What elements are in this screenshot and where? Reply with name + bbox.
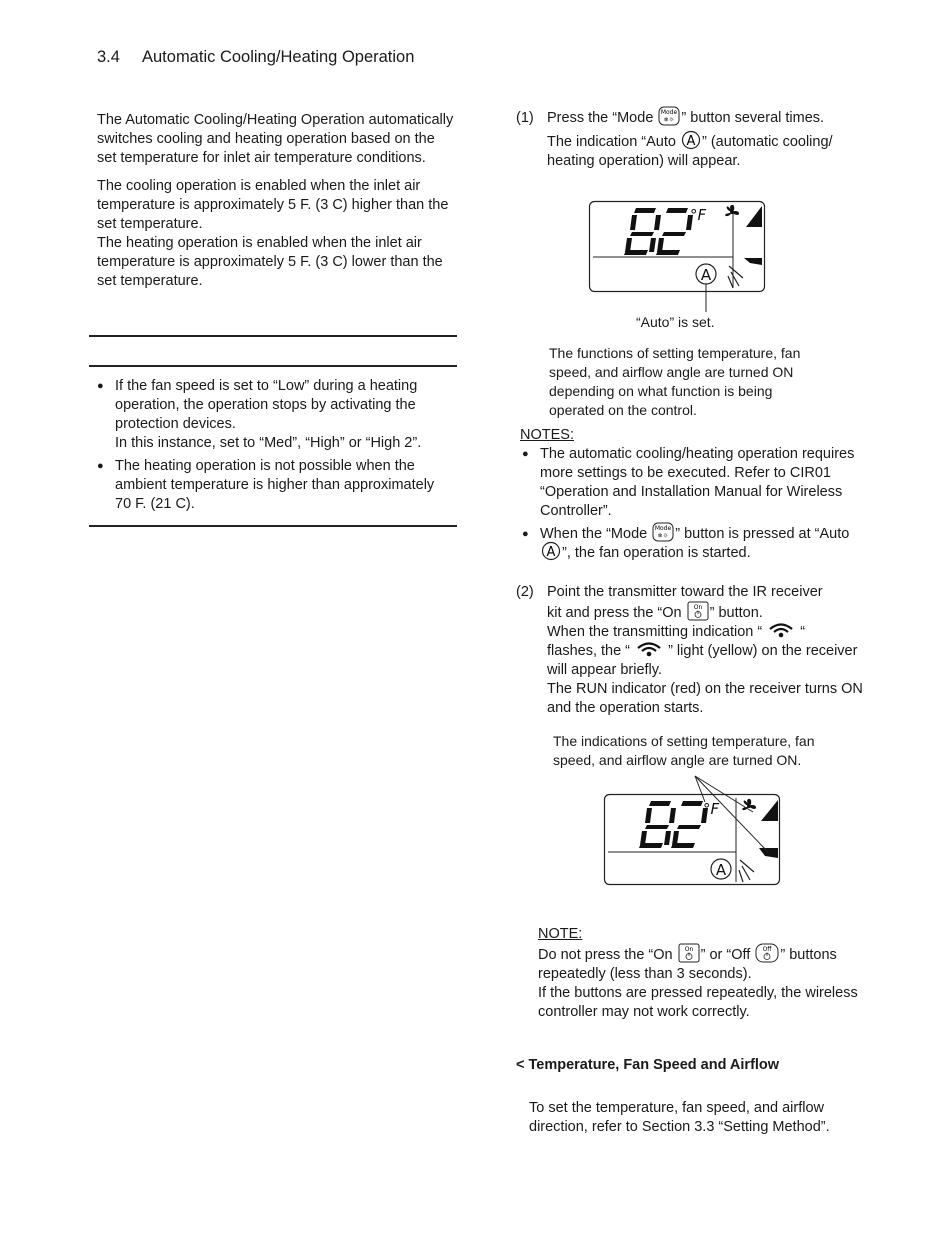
step-2-transmit-text-b: “ — [796, 624, 806, 640]
section-title: Automatic Cooling/Heating Operation — [142, 48, 415, 66]
indications-text: The indications of setting temperature, fan speed, and airflow angle are turned ON. — [553, 733, 815, 768]
step-2-line-4 — [547, 642, 876, 680]
step-2-transmit-text-a: When the transmitting indication “ — [547, 624, 767, 640]
intro-paragraph-1: The Automatic Cooling/Heating Operation automatically switches cooling and heating operation based on the set temperature for inlet air temperature conditions. — [97, 112, 454, 166]
lcd-display-on — [603, 772, 783, 890]
step-2 — [516, 583, 876, 718]
caution-item-2: ● The heating operation is not possible when the ambient temperature is higher than approximately 70 F. (21 C). — [97, 457, 453, 514]
transmit-icon — [635, 641, 663, 657]
step-2-line-2 — [547, 604, 876, 623]
temp-section-title: < Temperature, Fan Speed and Airflow — [516, 1057, 780, 1073]
intro-paragraph-2b: The heating operation is enabled when the inlet air temperature is approximately 5 F. (3 C) lower than the set temperature. — [97, 235, 443, 289]
note-2-text-b: ” button is pressed at “Auto — [675, 526, 850, 542]
section-heading — [97, 47, 414, 67]
note-text-c: ” buttons repeatedly (less than 3 seconds). — [538, 947, 837, 982]
section-number: 3.4 — [97, 48, 120, 66]
mode-button-sublabel: ❄☼ — [658, 532, 669, 540]
display-caption: “Auto” is set. — [636, 314, 715, 330]
lcd-display-auto — [588, 200, 768, 324]
step-2-flash-text-b: ” light (yellow) on the receiver will appear briefly. — [547, 643, 858, 678]
note-item-1: ● The automatic cooling/heating operation requires more settings to be executed. Refer to CIR01 “Operation and Installation Manual for Wireless Controller”. — [522, 445, 865, 521]
note-2-text-a: When the “Mode — [540, 526, 652, 542]
mode-button-icon — [658, 106, 680, 126]
mode-button-label: Mode — [661, 109, 678, 117]
caution-bottom-rule — [89, 525, 457, 527]
step-2-on-text-a: kit and press the “On — [547, 605, 686, 621]
on-button-label: On — [693, 604, 702, 612]
on-button-icon — [687, 601, 709, 621]
step-2-flash-text-a: flashes, the “ — [547, 643, 635, 659]
temp-section-body: To set the temperature, fan speed, and airflow direction, refer to Section 3.3 “Setting Method”. — [529, 1100, 830, 1135]
mode-button-icon — [652, 522, 674, 542]
note-text-b: ” or “Off — [700, 947, 755, 963]
caution-item-1-text: If the fan speed is set to “Low” during a heating operation, the operation stops by activating the protection devices. — [115, 378, 418, 432]
step-2-number: (2) — [516, 584, 534, 600]
step-2-line-5: The RUN indicator (red) on the receiver turns ON and the operation starts. — [547, 681, 863, 716]
step-1-text-a: Press the “Mode — [547, 110, 658, 126]
notes-title: NOTES: — [520, 427, 574, 443]
step-1-auto-text-a: The indication “Auto — [547, 134, 680, 150]
caution-top-rule — [89, 335, 457, 337]
lcd-unit: °F — [703, 800, 720, 818]
on-button-icon — [678, 943, 700, 963]
lcd-unit: °F — [690, 206, 707, 224]
note-line-2: If the buttons are pressed repeatedly, the wireless controller may not work correctly. — [538, 985, 858, 1020]
note-line-1 — [538, 946, 878, 984]
off-button-label: Off — [762, 946, 772, 954]
auto-symbol-icon — [681, 130, 701, 150]
auto-symbol-letter: A — [546, 545, 556, 561]
auto-indicator-letter: A — [700, 266, 712, 284]
mode-button-sublabel: ❄☼ — [664, 116, 675, 124]
functions-text: The functions of setting temperature, fan speed, and airflow angle are turned ON depending on what function is being operated on the control. — [549, 345, 801, 418]
step-1-line-2 — [547, 133, 876, 171]
step-2-on-text-b: ” button. — [709, 605, 763, 621]
note-2-text-c: ”, the fan operation is started. — [562, 545, 751, 561]
intro-paragraph-2a: The cooling operation is enabled when the inlet air temperature is approximately 5 F. (3 C) higher than the set temperature. — [97, 178, 449, 232]
intro-text — [97, 111, 457, 300]
note-title: NOTE: — [538, 926, 583, 942]
transmit-icon — [767, 622, 795, 638]
step-1-auto-text-b: ” (automatic cooling/ heating operation) will appear. — [547, 134, 833, 169]
on-button-label: On — [684, 946, 693, 954]
step-2-note — [538, 925, 878, 1022]
step-2-line-1: Point the transmitter toward the IR receiver — [547, 584, 823, 600]
step-2-line-3 — [547, 623, 876, 642]
note-text-a: Do not press the “On — [538, 947, 677, 963]
notes-block — [520, 426, 865, 567]
auto-indicator-letter: A — [715, 861, 727, 879]
step-1-text-b: ” button several times. — [681, 110, 825, 126]
note-item-2 — [522, 525, 865, 563]
step-1-line-1 — [547, 109, 876, 128]
auto-symbol-icon — [541, 541, 561, 561]
off-button-icon — [755, 943, 779, 963]
mode-button-label: Mode — [655, 525, 672, 533]
step-1 — [516, 109, 876, 171]
caution-list — [97, 377, 453, 518]
step-1-number: (1) — [516, 110, 534, 126]
auto-symbol-letter: A — [686, 134, 696, 150]
caution-item-1 — [97, 377, 453, 453]
caution-item-1-advice: In this instance, set to “Med”, “High” or “High 2”. — [115, 435, 422, 451]
caution-mid-rule — [89, 365, 457, 367]
